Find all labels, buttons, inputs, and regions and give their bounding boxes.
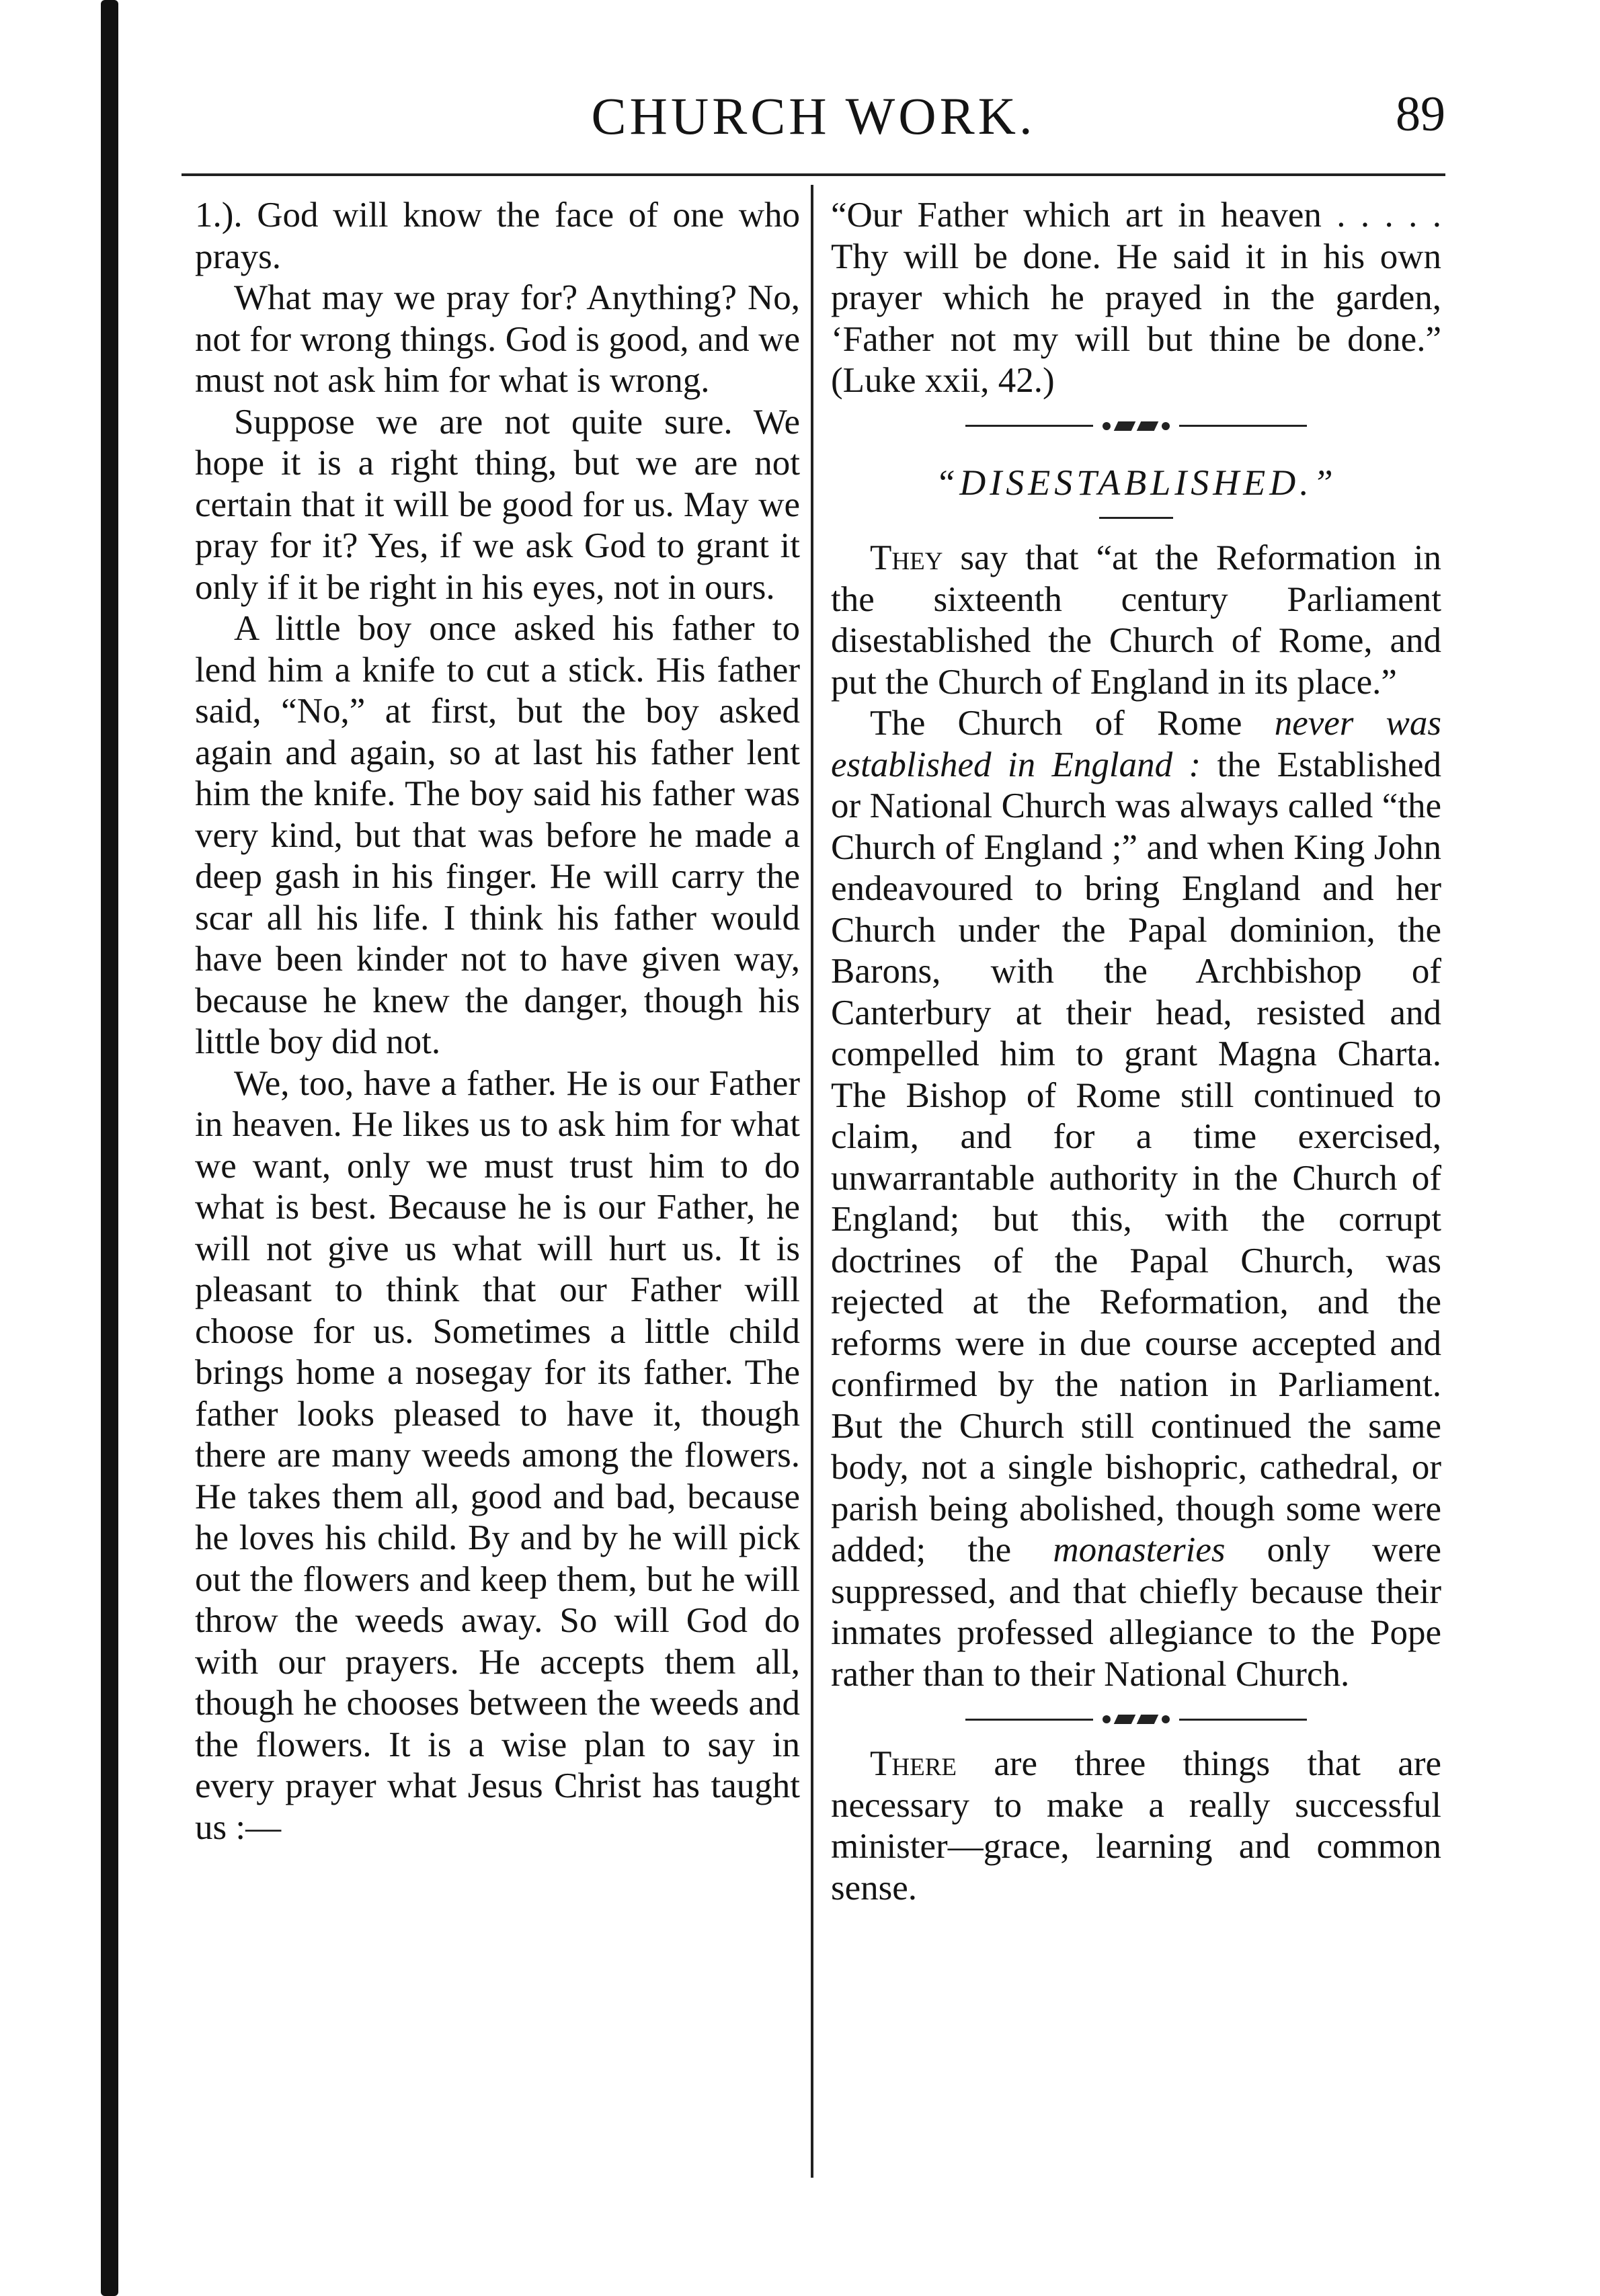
column-divider [811,185,813,2178]
paragraph-text: The Church of Rome [870,704,1275,743]
right-paragraph-1: “Our Father which art in heaven . . . . . Thy will be done. He said it in his own prayer which he prayed in the garden, ‘Father not my will but thine be done.” (Luke xxii, 42.) [831,196,1441,400]
right-paragraph-2 [831,538,1441,703]
paragraph-text: the Established or National Church was always called “the Church of England ;” and when King John endeavoured to bring England and her Church under the Papal dominion, the Barons, with the Archbishop of Canterbury at their head, resisted and compelled him to grant Magna Charta. The Bishop of Rome still continued to claim, and for a time exercised, unwarrantable authority in the Church of England; but this, with the corrupt doctrines of the Papal Church, was rejected at the Reformation, and the reforms were in due course accepted and confirmed by the nation in Parliament. But the Church still continued the same body, not a single bishopric, cathedral, or parish being abolished, though some were added; the [831,745,1441,1569]
section-heading: “DISESTABLISHED.” [935,462,1337,503]
right-paragraph-3 [831,703,1441,1695]
page-number: 89 [1396,87,1445,142]
ornament-divider [831,1695,1441,1744]
italic-phrase: never was established in England : [831,704,1441,784]
left-column [195,195,800,1848]
left-paragraph-3: Suppose we are not quite sure. We hope it is a right thing, but we are not certain that it will be good for us. May we pray for it? Yes, if we ask God to grant it only if it be right in his eyes, not in ours. [195,402,800,607]
binding-edge [101,0,118,2296]
italic-word: monasteries [1053,1530,1226,1569]
paragraph-text: say that “at the Reformation in the sixteenth century Parliament disestablished the Church of Rome, and put the Church of England in its place.” [831,538,1441,702]
heading-rule [1099,517,1173,519]
header-rule [182,173,1445,176]
left-paragraph-1: 1.). God will know the face of one who prays. [195,196,800,276]
paragraph-text: only were suppressed, and that chiefly because their inmates professed allegiance to the Pope rather than to their National Church. [831,1530,1441,1694]
right-column [831,195,1441,1909]
left-paragraph-4: A little boy once asked his father to lend him a knife to cut a stick. His father said, “No,” at first, but the boy asked again and again, so at last his father lent him the knife. The boy said his father was very kind, but that was before he made a deep gash in his finger. He will carry the scar all his life. I think his father would have been kinder not to have given way, because he knew the danger, though his little boy did not. [195,609,800,1061]
ornament-divider [831,402,1441,450]
lead-word: There [870,1744,957,1783]
left-paragraph-5: We, too, have a father. He is our Father in heaven. He likes us to ask him for what we want, only we must trust him to do what is best. Because he is our Father, he will not give us what will hurt us. It is pleasant to think that our Father will choose for us. Sometimes a little child brings home a nosegay for its father. The father looks pleased to have it, though there are many weeds among the flowers. He takes them all, good and bad, because he loves his child. By and by he will pick out the flowers and keep them, but he will throw the weeds away. So will God do with our prayers. He accepts them all, though he chooses between the weeds and the flowers. It is a wise plan to say in every prayer what Jesus Christ has taught us :— [195,1063,800,1847]
running-title: CHURCH WORK. [591,87,1036,145]
paragraph-text: are three things that are necessary to make a really successful minister—grace, learning and common sense. [831,1744,1441,1908]
left-paragraph-2: What may we pray for? Anything? No, not for wrong things. God is good, and we must not ask him for what is wrong. [195,278,800,400]
right-paragraph-4 [831,1744,1441,1909]
lead-word: They [870,538,943,577]
page-header [182,74,1445,161]
